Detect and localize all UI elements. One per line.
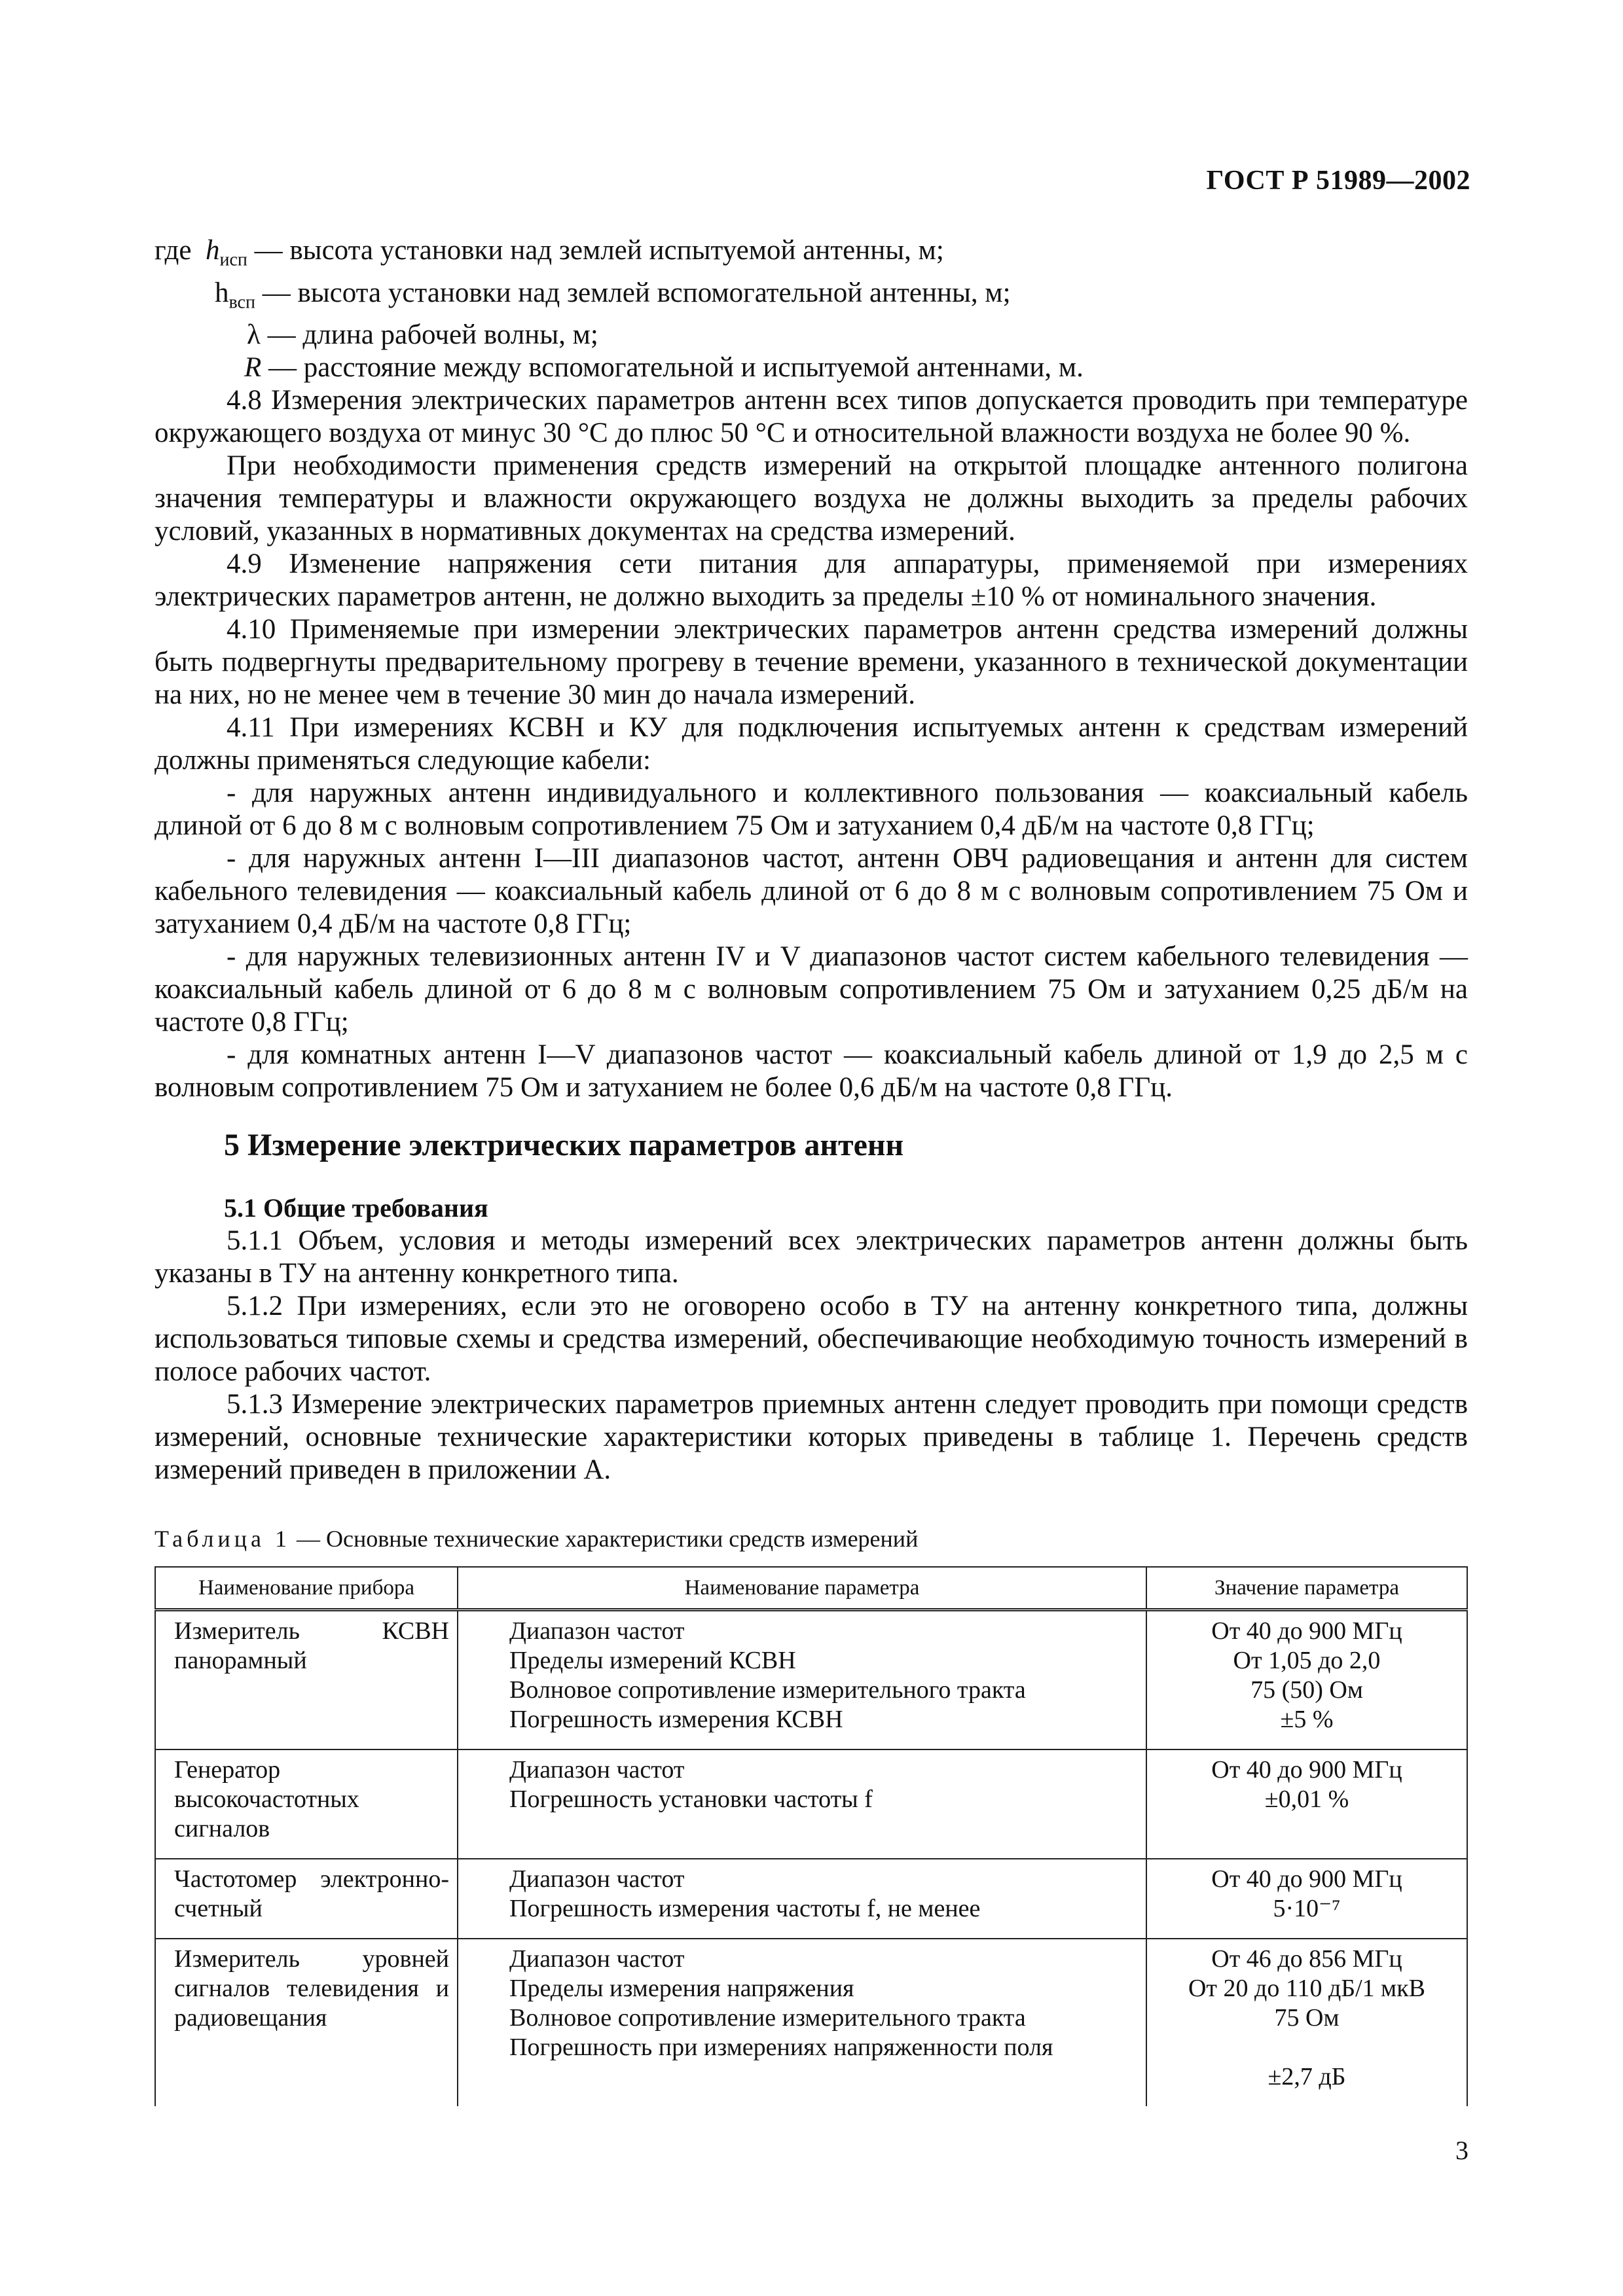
table-row (155, 1749, 1467, 1859)
column-header: Наименование прибора (155, 1567, 458, 1610)
paragraph-4-9: 4.9 Изменение напряжения сети питания для аппаратуры, применяемой при измерениях электрических параметров антенн, не должно выходить за пределы ±10 % от номинального значения. (155, 548, 1468, 613)
subsection-heading: 5.1 Общие требования (224, 1193, 488, 1223)
section-heading: 5 Измерение электрических параметров антенн (224, 1128, 904, 1163)
list-item: - для наружных телевизионных антенн IV и V диапазонов частот систем кабельного телевидения — коаксиальный кабель длиной от 6 до 8 м с волновым сопротивлением 75 Ом и затуханием 0,25 дБ/м на частоте 0,8 ГГц; (155, 941, 1468, 1038)
paragraph-5-1-2: 5.1.2 При измерениях, если это не оговорено особо в ТУ на антенну конкретного типа, должны использоваться типовые схемы и средства измерений, обеспечивающие необходимую точность измерений в полосе рабочих частот. (155, 1291, 1468, 1388)
column-header: Наименование параметра (458, 1567, 1146, 1610)
values-cell: От 46 до 856 МГц От 20 до 110 дБ/1 мкВ 75 Ом ±2,7 дБ (1146, 1939, 1467, 2106)
table-header-row (155, 1567, 1467, 1610)
table-row (155, 1939, 1467, 2106)
paragraph-4-10: 4.10 Применяемые при измерении электрических параметров антенн средства измерений должны быть подвергнуты предварительному прогреву в течение времени, указанного в технической документации на них, но не менее чем в течение 30 мин до начала измерений. (155, 614, 1468, 711)
table-caption: Таблица 1 — Основные технические характеристики средств измерений (155, 1526, 919, 1552)
list-item: - для комнатных антенн I—V диапазонов частот — коаксиальный кабель длиной от 1,9 до 2,5 м с волновым сопротивлением 75 Ом и затуханием не более 0,6 дБ/м на частоте 0,8 ГГц. (155, 1039, 1468, 1103)
values-cell: От 40 до 900 МГц 5·10⁻⁷ (1146, 1859, 1467, 1939)
device-cell: Измеритель КСВН панорамный (155, 1610, 458, 1750)
variable-definition: $h_{всп}$ — высота установки над землей вспомогательной антенны, м; (215, 277, 1011, 313)
paragraph-4-11: 4.11 При измерениях КСВН и КУ для подключения испытуемых антенн к средствам измерений должны применяться следующие кабели: (155, 712, 1468, 776)
paragraph-4-8: 4.8 Измерения электрических параметров антенн всех типов допускается проводить при температуре окружающего воздуха от минус 30 °С до плюс 50 °С и относительной влажности воздуха не более 90 %. (155, 385, 1468, 449)
values-cell: От 40 до 900 МГц От 1,05 до 2,0 75 (50) Ом ±5 % (1146, 1610, 1467, 1750)
page-number: 3 (1455, 2136, 1468, 2165)
paragraph-4-8-continued: При необходимости применения средств измерений на открытой площадке антенного полигона значения температуры и влажности окружающего воздуха не должны выходить за пределы рабочих условий, указанных в нормативных документах на средства измерений. (155, 450, 1468, 547)
params-cell: Диапазон частот Погрешность измерения частоты f, не менее (458, 1859, 1146, 1939)
variable-definition: R — расстояние между вспомогательной и испытуемой антеннами, м. (244, 352, 1084, 384)
params-cell: Диапазон частот Пределы измерений КСВН Волновое сопротивление измерительного тракта Погрешность измерения КСВН (458, 1610, 1146, 1750)
device-cell: Измеритель уровней сигналов телевидения и радиовещания (155, 1939, 458, 2106)
params-cell: Диапазон частот Пределы измерения напряжения Волновое сопротивление измерительного тракта Погрешность при измерениях напряженности поля (458, 1939, 1146, 2106)
variable-definition: λ — длина рабочей волны, м; (247, 319, 598, 351)
instruments-table (155, 1566, 1468, 2106)
device-cell: Генератор высокочастотных сигналов (155, 1749, 458, 1859)
params-cell: Диапазон частот Погрешность установки частоты f (458, 1749, 1146, 1859)
device-cell: Частотомер электронно-счетный (155, 1859, 458, 1939)
body-text (155, 234, 1468, 2106)
values-cell: От 40 до 900 МГц ±0,01 % (1146, 1749, 1467, 1859)
document-header: ГОСТ Р 51989—2002 (1206, 166, 1470, 196)
list-item: - для наружных антенн I—III диапазонов частот, антенн ОВЧ радиовещания и антенн для систем кабельного телевидения — коаксиальный кабель длиной от 6 до 8 м с волновым сопротивлением 75 Ом и затуханием 0,4 дБ/м на частоте 0,8 ГГц; (155, 843, 1468, 940)
list-item: - для наружных антенн индивидуального и коллективного пользования — коаксиальный кабель длиной от 6 до 8 м с волновым сопротивлением 75 Ом и затуханием 0,4 дБ/м на частоте 0,8 ГГц; (155, 778, 1468, 842)
paragraph-5-1-3: 5.1.3 Измерение электрических параметров приемных антенн следует проводить при помощи средств измерений, основные технические характеристики которых приведены в таблице 1. Перечень средств измерений приведен в приложении А. (155, 1389, 1468, 1486)
table-row (155, 1859, 1467, 1939)
variable-definition: где $h_{исп}$ — высота установки над землей испытуемой антенны, м; (155, 235, 944, 270)
column-header: Значение параметра (1146, 1567, 1467, 1610)
table-row (155, 1610, 1467, 1750)
paragraph-5-1-1: 5.1.1 Объем, условия и методы измерений всех электрических параметров антенн должны быть указаны в ТУ на антенну конкретного типа. (155, 1225, 1468, 1289)
